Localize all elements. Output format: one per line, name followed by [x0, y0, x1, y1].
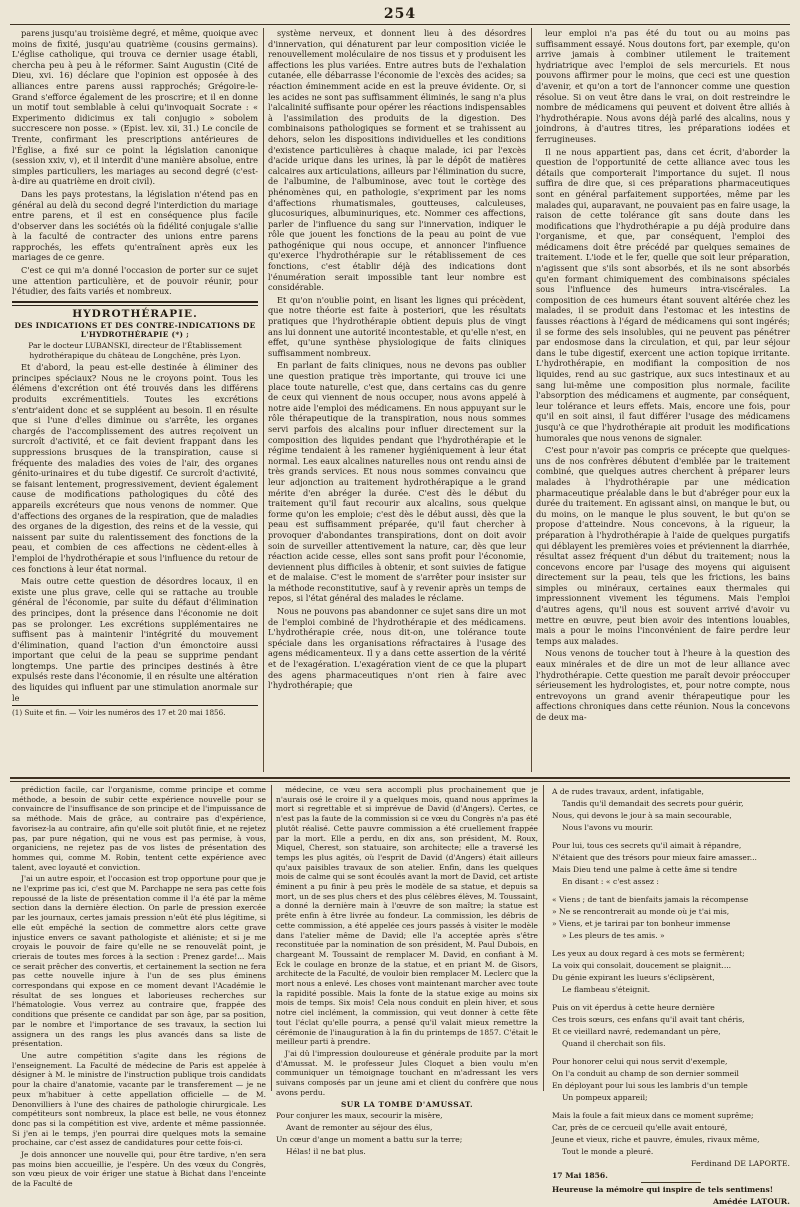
paragraph: Nous venons de toucher tout à l'heure à la question des eaux minérales et de dire un mot de leur alliance avec l'hydrothérapie. Cette question me paraît devoir préoccuper sérieusement les hydrologistes, et, pour notre compte, nous entrevoyons un grand avenir thérapeutique pour les affections chroniques dans cette réunion. Nous la concevons de deux ma- — [536, 648, 790, 722]
verse-line: Mais Dieu tend une palme à cette âme si tendre — [552, 865, 738, 874]
author-byline: Par le docteur LUBANSKI, directeur de l'Établissement hydrothérapique du château de Longchêne, près Lyon. — [28, 341, 242, 360]
paragraph: Je dois annoncer une nouvelle qui, pour être tardive, n'en sera pas moins bien accueillie, je l'espère. Un des vœux du Congrès, son vœu pieux de voir ériger une statue à Bichat dans l'enceinte de la Faculté de — [12, 1150, 266, 1189]
paragraph: système nerveux, et donnent lieu à des désordres d'innervation, qui dénaturent par leur composition viciée le renouvellement moléculaire de nos tissus et y produisent les affections les plus variées. Entre autres buts de l'exhalation cutanée, elle débarrasse l'économie de l'excès des acides; sa réaction éminemment acide en est la preuve évidente. Or, si les acides ne sont pas suffisamment éliminés, le sang n'a plus l'alcalinité suffisante pour opérer les réactions indispensables à l'assimilation des produits de la digestion. Des combinaisons pathologiques se forment et se trahissent au dehors, selon les dispositions individuelles et les conditions d'existence particulières à chaque malade, ici par l'excès d'acide urique dans les urines, là par le dépôt de matières calcaires aux articulations, ailleurs par l'élimination du sucre, de l'albumine, de l'albuminose, avec tout le cortège des phénomènes qui, en pathologie, s'expriment par les noms d'affections rhumatismales, goutteuses, calculeuses, glucosuriques, albuminuriques, etc. Nommer ces affections, parler de l'influence du sang sur l'innervation, indiquer le rôle que jouent les fonctions de la peau au point de vue pathogénique qui nous occupe, et annoncer l'influence qu'exerce l'hydrothérapie sur le rétablissement de ces fonctions, c'est établir déjà des indications dont l'énumération serait impossible tant leur nombre est considérable. — [268, 28, 526, 293]
page-number: 254 — [383, 6, 417, 22]
feuilleton-rule — [10, 781, 790, 782]
verse-line: Ces trois sœurs, ces enfans qu'il avait tant chéris, — [552, 1015, 745, 1024]
verse-line: Quand il cherchait son fils. — [562, 1039, 666, 1048]
column-3 — [536, 28, 790, 774]
verse-line: » Ne se rencontrerait au monde où je t'ai mis, — [552, 907, 730, 916]
verse-line: On l'a conduit au champ de son dernier sommeil — [552, 1069, 739, 1078]
feuilleton-column-1 — [12, 785, 266, 1189]
paragraph: Nous ne pouvons pas abandonner ce sujet sans dire un mot de l'emploi combiné de l'hydrothérapie et des médicamens. L'hydrothérapie crée, nous dit-on, une tolérance toute spéciale dans les organisations réfractaires à l'usage des agens médicamenteux. Il y a dans cette assertion de la vérité et de l'exagération. L'exagération vient de ce que la plupart des agens pharmaceutiques n'ont rien à faire avec l'hydrothérapie; que — [268, 606, 526, 691]
paragraph: prédiction facile, car l'organisme, comme principe et comme méthode, a besoin de subir cette expérience nouvelle pour se convaincre de l'insuffisance de son principe et de l'impuissance de sa méthode. Mais de grâce, au contraire pas d'expérience, favorisez-la au contraire, afin qu'elle soit plutôt finie, et ne rejetez pas, par pure négation, qui ne vous est pas permise, à vous, organiciens, ne rejetez pas de vos listes de présentation des hommes qui, comme M. Robin, tentent cette expérience avec talent, avec loyauté et conviction. — [12, 785, 266, 872]
paragraph: En parlant de faits cliniques, nous ne devons pas oublier une question pratique très importante, qui trouve ici une place toute naturelle, c'est que, dans certains cas du genre de ceux qui viennent de nous occuper, nous avons appelé à notre aide l'emploi des médicamens. En nous appuyant sur le rôle thérapeutique de la transpiration, nous nous sommes servi parfois des alcalins pour influer directement sur la composition des liquides pendant que l'hydrothérapie et le régime tendaient à les ramener hygiéniquement à leur état normal. Les eaux alcalines naturelles nous ont rendu ainsi de très grands services. Et nous nous sommes convaincu que leur adjonction au traitement hydrothérapique a le grand mérite d'en abréger la durée. C'est dès le début du traitement qu'il faut recourir aux alcalins, sous quelque forme qu'on les emploie; c'est dès le début aussi, dès que la peau est suffisamment préparée, qu'il faut chercher à provoquer d'abondantes transpirations, dont on doit avoir soin de surveiller attentivement la nature, car, dès que leur réaction acide cesse, elles sont sans profit pour l'économie, deviennent plus difficiles à obtenir, et sont suivies de fatigue et de malaise. C'est le moment de s'arrêter pour insister sur la méthode reconstitutive, sauf à y revenir après un temps de repos, si l'état général des malades le réclame. — [268, 360, 526, 604]
paragraph: leur emploi n'a pas été du tout ou au moins pas suffisamment essayé. Nous doutons fort, par exemple, qu'on arrive jamais à combiner utilement le traitement hydriatrique avec l'emploi de sels mercuriels. Et nous pouvons affirmer pour le moins, que ceci est une question d'avenir, et qu'on a tort de l'annoncer comme une question résolue. Si on veut être dans le vrai, on doit restreindre le nombre de médicamens qui peuvent et doivent être alliés à l'hydrothérapie. Nous avons déjà parlé des alcalins, nous y joindrons, à d'autres titres, les préparations iodées et ferrugineuses. — [536, 28, 790, 144]
verse-line: Nous l'avons vu mourir. — [562, 823, 654, 832]
verse-line: Hélas! il ne bat plus. — [286, 1147, 366, 1157]
paragraph: parens jusqu'au troisième degré, et même, quoique avec moins de fixité, jusqu'au quatrième (cousins germains). L'église catholique, qui trouva ce dernier usage établi, chercha peu à peu à le réformer. Saint Augustin (Cité de Dieu, xvi. 16) déclare que l'opinion est opposée à des alliances entre parens aussi rapprochés; Grégoire-le-Grand s'efforce également de les proscrire; et il en donne un motif tout semblable à celui qu'invoquait Socrate : « Experimento didicimus ex tali conjugio » sobolem succrescere non posse. » (Epist. lev. xii, 31.) Le concile de Trente, confirmant les prescriptions antérieures de l'Église, a fixé sur ce point la législation canonique (session xxiv, v), et il interdit d'une manière absolue, entre simples particuliers, les mariages au second degré (c'est-à-dire au quatrième en droit civil). — [12, 28, 258, 187]
header-rule — [10, 24, 790, 25]
paragraph: Et d'abord, la peau est-elle destinée à éliminer des principes spéciaux? Nous ne le croyons point. Tous les élémens d'excrétion ont été trouvés dans les différens produits excrémentitiels. Toutes les excrétions s'entr'aident donc et se suppléent au besoin. Il en résulte que si l'une d'elles diminue ou s'arrête, les organes chargés de l'accomplissement des autres reçoivent un surcroît d'activité, et ce fait devient frappant dans les suppressions brusques de la transpiration, cause si fréquente des maladies des voies de l'air, des organes génito-urinaires et du tube digestif. Ce surcroît d'activité, se faisant lentement, progressivement, devient également cause de modifications pathologiques du côté des appareils excréteurs que nous venons de nommer. Que d'affections des organes de la respiration, que de maladies des organes de la digestion, des reins et de la vessie, qui naissent par suite du ralentissement des fonctions de la peau, et combien de ces affections ne cèdent-elles à l'emploi de l'hydrothérapie et sous l'influence du retour de ces fonctions à leur état normal. — [12, 362, 258, 574]
feuilleton-column-2 — [276, 785, 539, 1157]
verse-line: Un pompeux appareil; — [562, 1093, 648, 1102]
feuilleton-rule — [10, 777, 790, 779]
paragraph: J'ai dû l'impression douloureuse et générale produite par la mort d'Amussat. M. le professeur Jules Cloquet a bien voulu m'en communiquer un témoignage touchant en m'adressant les vers suivans composés par un jeune ami et client du confrère que nous avons perdu. — [276, 1048, 538, 1097]
column-2 — [268, 28, 526, 774]
paragraph: médecine, ce vœu sera accompli plus prochainement que je n'aurais osé le croire il y a quelques mois, quand nous apprîmes la mort si regrettable et si imprévue de David (d'Angers). Certes, ce n'est pas la faute de la commission si ce vœu du Congrès n'a pas été plutôt réalisé. Cette pauvre commission a été cruellement frappée par la mort. Elle a perdu, en dix ans, son président, M. Roux, Miquel, Cherest, son statuaire, son architecte; elle a traversé les temps les plus agités, où l'esprit de David (d'Angers) était ailleurs qu'aux paisibles travaux de son atelier. Enfin, dans les quelques mois de calme qui se sont écoulés avant la mort de David, cet artiste éminent a pu finir à peu près le modèle de sa statue, et depuis sa mort, un de ses plus chers et des plus célèbres élèves, M. Toussaint, a donné la dernière main à l'œuvre de son maître; la statue est prête enfin à être livrée au fondeur. La commission, les débris de cette commission, a été appelée ces jours passés à visiter le modèle dans l'atelier même de David; elle l'a acceptée après s'être reconstituée par la nomination de son président, M. Paul Dubois, en chargeant M. Toussaint de remplacer M. David, en confiant à M. Eck le coulage en bronze de la statue, et en priant M. de Gisors, architecte de la Faculté, de vouloir bien remplacer M. Leclerc que la mort nous a enlevé. Les choses vont maintenant marcher avec toute la rapidité possible. Mais la fonte de la statue exige au moins six mois de temps. Six mois! Cela nous conduit en plein hiver, et sous notre ciel inclément, la commission, qui veut donner à cette fête tout l'éclat qu'elle pourra, a pensé qu'il valait mieux remettre la cérémonie de l'inauguration à la fin du printemps de 1857. C'était le meilleur parti à prendre. — [276, 785, 539, 1047]
column-divider — [543, 785, 544, 1091]
verse-line: Du génie expirant les lueurs s'éclipsèrent, — [552, 973, 715, 982]
poem-title: SUR LA TOMBE D'AMUSSAT. — [340, 1099, 474, 1109]
verse-line: Et ce vieillard navré, redemandant un père, — [552, 1027, 721, 1036]
short-rule — [641, 1182, 701, 1183]
verse-line: Les yeux au doux regard à ces mots se fermèrent; — [552, 949, 745, 958]
paragraph: Dans les pays protestans, la législation n'étend pas en général au delà du second degré l'interdiction du mariage entre parens, et il est en conséquence plus facile d'observer dans les sociétés où la fidélité conjugale s'allie à la faculté de contracter des unions entre parens rapprochés, les effets qu'entraînent après eux les mariages de ce genre. — [12, 188, 258, 263]
paragraph: C'est pour n'avoir pas compris ce précepte que quelques-uns de nos confrères débutent d'emblée par le traitement combiné, que quelques autres cherchent à préparer leurs malades à l'hydrothérapie par une médication pharmaceutique préalable dans le but d'abréger pour eux la durée du traitement. En agissant ainsi, on manque le but, ou du moins, on le manque le plus souvent, le but qu'on se propose d'atteindre. Nous concevons, à la rigueur, la préparation à l'hydrothérapie à l'aide de quelques purgatifs qui déblayent les premières voies et préviennent la diarrhée, résultat assez fréquent d'un début du traitement; nous la concevons encore par l'usage des moyens qui aiguisent directement sur la peau, tels que les frictions, les bains simples ou minéraux, certaines eaux thermales qui impressionnent vivement les tégumens. Mais l'emploi d'autres agens, qu'il nous est souvent arrivé d'avoir vu mettre en œuvre, peut bien avoir des intentions louables, mais a pour le moins l'inconvénient de faire perdre leur temps aux malades. — [536, 445, 790, 646]
paragraph: J'ai un autre espoir, et l'occasion est trop opportune pour que je ne l'exprime pas ici, c'est que M. Parchappe ne sera pas cette fois repoussé de la liste de présentation comme il l'a été par la même section dans la dernière élection. On parle de pression exercée par les journaux, certes jamais pression n'eût été plus légitime, si elle eût empêché la section de commettre alors cette grave injustice envers ce savant pathologiste et aliéniste; et si je me croyais le pouvoir de faire qu'elle ne se renouvelât point, je crierais de toutes mes forces à la section : Prenez garde!... Mais ce serait prêcher des convertis, et certainement la section ne fera pas cette nouvelle injure à l'un de ses plus éminens correspondans qui expose en ce moment devant l'Académie le résultat de ses longues et laborieuses recherches sur l'hématologie. Vous verrez au contraire que, frappée des conditions que présente ce candidat par son âge, par sa position, par le nombre et l'importance de ses travaux, la section lui assignera un des rangs les plus avancés dans sa liste de présentation. — [12, 874, 266, 1049]
section-subtitle: DES INDICATIONS ET DES CONTRE-INDICATIONS DE L'HYDROTHÉRAPIE (*) ; — [14, 321, 256, 340]
verse-line: En disant : « c'est assez : — [562, 877, 659, 886]
feuilleton-column-3 — [552, 787, 790, 1207]
verse-line: Pour lui, tous ces secrets qu'il aimait à répandre, — [552, 841, 742, 850]
verse-line: Pour honorer celui qui nous servit d'exemple, — [552, 1057, 728, 1066]
paragraph: Il ne nous appartient pas, dans cet écrit, d'aborder la question de l'opportunité de cette alliance avec tous les détails que comporterait l'importance du sujet. Il nous suffira de dire que, si ces préparations pharmaceutiques sont en général parfaitement supportées, même par les malades qui, auparavant, ne pouvaient pas en faire usage, la raison de cette tolérance gît sans doute dans les modifications que l'hydrothérapie a pu déjà produire dans l'organisme, et que, par conséquent, l'emploi des médicamens doit être précédé par quelques semaines de traitement. L'iode et le fer, quelle que soit leur préparation, n'agissent que s'ils sont absorbés, et ils ne sont absorbés qu'en formant chimiquement des combinaisons spéciales sous l'influence des humeurs intra-viscérales. La composition de ces humeurs étant souvent altérée chez les malades, il se produit dans l'estomac et les intestins de fausses réactions à l'égard de médicamens qui sont ingérés; il se forme des sels insolubles, qui ne peuvent pas pénétrer par endosmose dans la circulation, et qui, par leur séjour dans le tube digestif, exercent une action topique irritante. L'hydrothérapie, en modifiant la composition de nos liquides, rend au suc gastrique, aux sucs intestinaux et au sang lui-même une composition plus normale, facilite l'absorption des médicamens et augmente, par conséquent, leur tolérance et leurs effets. Mais, encore une fois, pour qu'il en soit ainsi, il faut différer l'usage des médicamens jusqu'à ce que l'hydrothérapie ait produit les modifications humorales que nous venons de signaler. — [536, 146, 790, 443]
verse-line: Nous, qui devons le jour à sa main secourable, — [552, 811, 732, 820]
section-divider — [12, 301, 258, 306]
verse-line: Car, près de ce cercueil qu'elle avait entouré, — [552, 1123, 728, 1132]
verse-line: N'étaient que des trésors pour mieux faire amasser... — [552, 853, 757, 862]
verse-line: Tout le monde a pleuré. — [562, 1147, 654, 1156]
paragraph: Une autre compétition s'agite dans les régions de l'enseignement. La Faculté de médecine de Paris est appelée à désigner à M. le ministre de l'instruction publique trois candidats pour la chaire d'anatomie, vacante par le transferement — je ne peux m'habituer à cette appellation officielle — de M. Denonvilliers à l'une des chaires de pathologie chirurgicale. Les compétiteurs sont nombreux, la place est belle, ne vous étonnez donc pas si la compétition est vive, ardente et même passionnée. Si j'en ai le temps, j'en pourrai dire quelques mots la semaine prochaine, car c'est assez de candidatures pour cette fois-ci. — [12, 1050, 266, 1148]
column-divider — [271, 785, 272, 1091]
verse-line: A de rudes travaux, ardent, infatigable, — [552, 787, 704, 796]
verse-line: » Viens, et je tarirai par ton bonheur immense — [552, 919, 731, 928]
section-title: HYDROTHÉRAPIE. — [72, 307, 198, 320]
verse-line: » Les pleurs de tes amis. » — [562, 931, 665, 940]
paragraph: Et qu'on n'oublie point, en lisant les lignes qui précèdent, que notre théorie est faite à posteriori, que les résultats pratiques que l'hydrothérapie obtient depuis plus de vingt ans lui donnent une autorité incontestable, et qu'elle n'est, en effet, qu'une synthèse physiologique de faits cliniques suffisamment nombreux. — [268, 294, 526, 358]
column-divider — [263, 28, 264, 772]
footnote: (1) Suite et fin. — Voir les numéros des 17 et 20 mai 1856. — [12, 705, 258, 717]
verse-line: Avant de remonter au séjour des élus, — [286, 1123, 433, 1133]
poem-signature: Ferdinand DE LAPORTE. — [691, 1159, 790, 1168]
paragraph: Mais outre cette question de désordres locaux, il en existe une plus grave, celle qui se rattache au trouble général de l'économie, par suite du défaut d'élimination des principes, dont la présence dans l'économie ne doit pas se prolonger. Les excrétions supplémentaires ne suffisent pas à maintenir l'intégrité du mouvement d'élimination, quand l'action d'un émonctoire aussi important que celui de la peau se supprime pendant longtemps. Une partie des principes destinés à être expulsés reste dans l'économie, il en résulte une altération des liquides qui influent par une stimulation anormale sur le — [12, 576, 258, 703]
column-1 — [12, 28, 258, 774]
poem-date: 17 Mai 1856. — [552, 1170, 608, 1180]
verse-line: Puis on vit éperdus à cette heure dernière — [552, 1003, 715, 1012]
verse-line: « Viens ; de tant de bienfaits jamais la récompense — [552, 895, 749, 904]
verse-line: Mais la foule a fait mieux dans ce moment suprême; — [552, 1111, 754, 1120]
closing-line: Heureuse la mémoire qui inspire de tels sentimens! — [552, 1185, 774, 1195]
paragraph: C'est ce qui m'a donné l'occasion de porter sur ce sujet une attention particulière, et de pouvoir réunir, pour l'étudier, des faits variés et nombreux. — [12, 265, 258, 297]
verse-line: En déployant pour lui sous les lambris d'un temple — [552, 1081, 748, 1090]
column-divider — [531, 28, 532, 772]
verse-line: Pour conjurer les maux, secourir la misère, — [276, 1111, 443, 1121]
author-signature: Amédée LATOUR. — [712, 1197, 790, 1207]
verse-line: Tandis qu'il demandait des secrets pour guérir, — [562, 799, 744, 808]
verse-line: La voix qui consolait, doucement se plaignit.... — [552, 961, 732, 970]
verse-line: Jeune et vieux, riche et pauvre, émules, rivaux même, — [552, 1135, 760, 1144]
verse-line: Un cœur d'ange un moment a battu sur la terre; — [276, 1135, 463, 1145]
verse-line: Le flambeau s'éteignit. — [562, 985, 651, 994]
